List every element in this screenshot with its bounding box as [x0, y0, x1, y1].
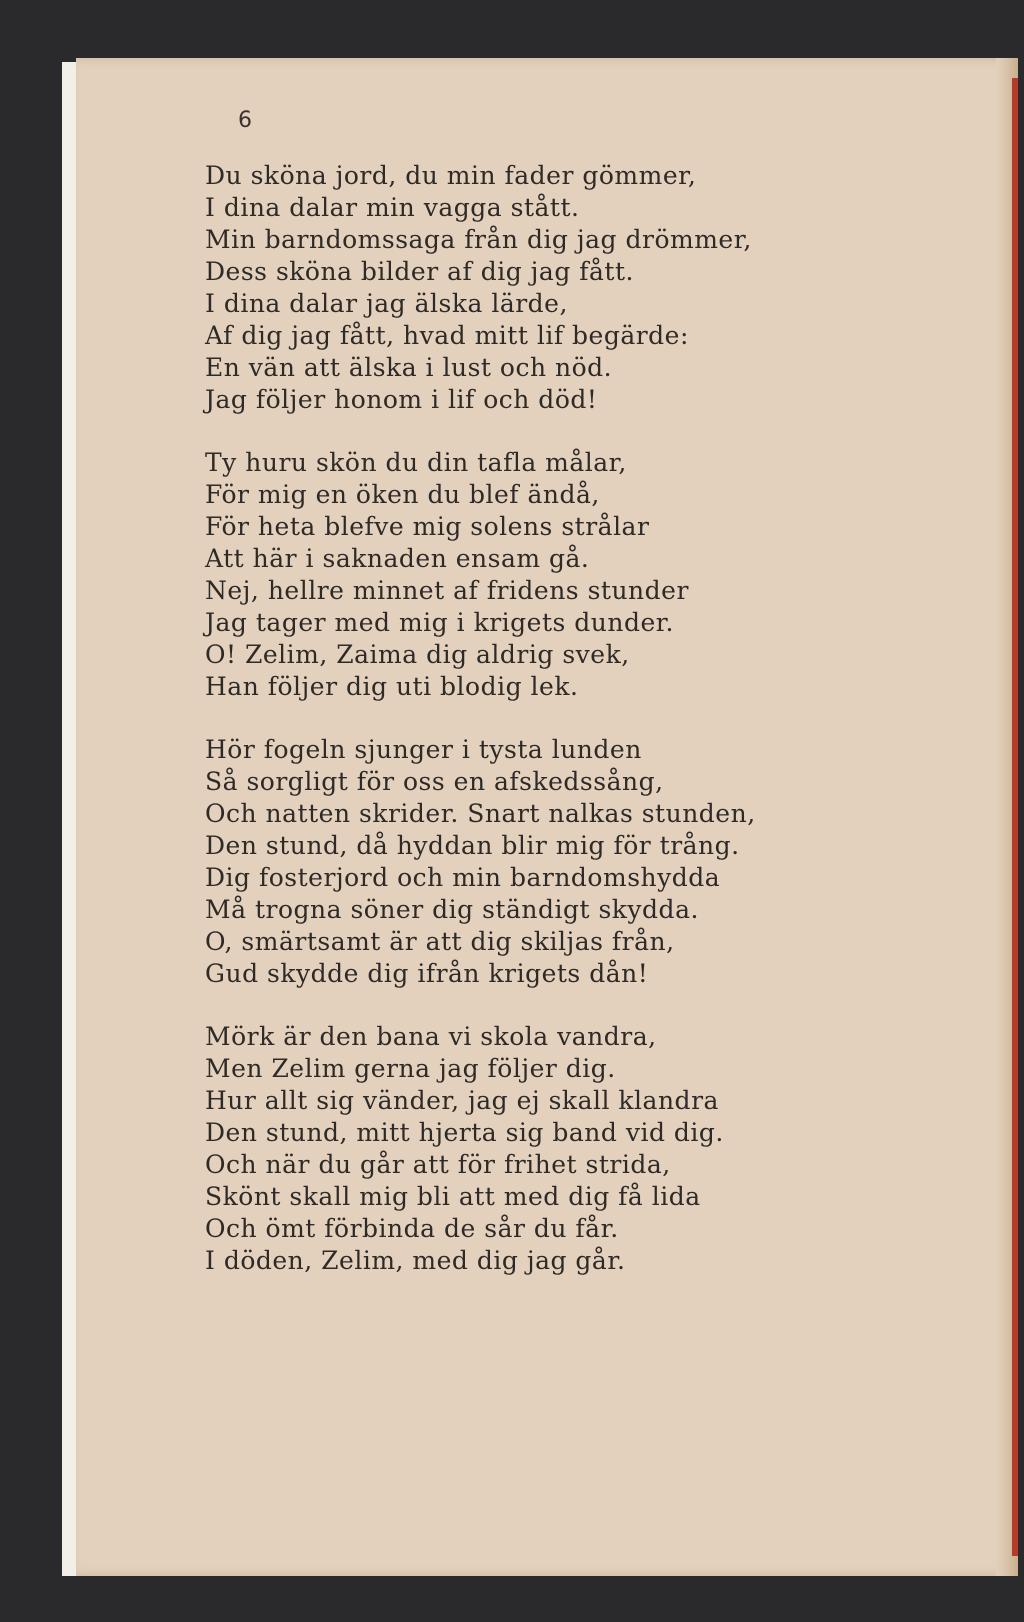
- poem-line: Mörk är den bana vi skola vandra,: [205, 1022, 657, 1051]
- poem-line: En vän att älska i lust och nöd.: [205, 353, 613, 382]
- poem: [205, 160, 905, 1308]
- poem-line: Af dig jag fått, hvad mitt lif begärde:: [205, 321, 689, 350]
- poem-line: Hur allt sig vänder, jag ej skall klandra: [205, 1086, 719, 1115]
- poem-line: Och natten skrider. Snart nalkas stunden,: [205, 799, 756, 828]
- poem-line: Och ömt förbinda de sår du får.: [205, 1214, 619, 1243]
- poem-line: Att här i saknaden ensam gå.: [205, 544, 590, 573]
- poem-line: O, smärtsamt är att dig skiljas från,: [205, 927, 675, 956]
- poem-line: Den stund, då hyddan blir mig för trång.: [205, 831, 740, 860]
- poem-line: O! Zelim, Zaima dig aldrig svek,: [205, 640, 630, 669]
- poem-line: För mig en öken du blef ändå,: [205, 480, 600, 509]
- stanza-3: [205, 734, 905, 990]
- stanza-2: [205, 447, 905, 703]
- poem-line: Den stund, mitt hjerta sig band vid dig.: [205, 1118, 724, 1147]
- poem-line: Gud skydde dig ifrån krigets dån!: [205, 959, 649, 988]
- poem-line: I döden, Zelim, med dig jag går.: [205, 1246, 626, 1275]
- poem-line: Dig fosterjord och min barndomshydda: [205, 863, 721, 892]
- poem-line: Och när du går att för frihet strida,: [205, 1150, 671, 1179]
- poem-line: I dina dalar jag älska lärde,: [205, 289, 568, 318]
- poem-line: För heta blefve mig solens strålar: [205, 512, 650, 541]
- poem-line: Skönt skall mig bli att med dig få lida: [205, 1182, 701, 1211]
- poem-line: Jag följer honom i lif och död!: [205, 385, 598, 414]
- poem-line: Må trogna söner dig ständigt skydda.: [205, 895, 699, 924]
- page-number: 6: [238, 108, 252, 133]
- stanza-4: [205, 1021, 905, 1277]
- poem-line: Nej, hellre minnet af fridens stunder: [205, 576, 689, 605]
- poem-line: Ty huru skön du din tafla målar,: [205, 448, 627, 477]
- poem-line: I dina dalar min vagga stått.: [205, 193, 580, 222]
- poem-line: Jag tager med mig i krigets dunder.: [205, 608, 674, 637]
- poem-line: Du sköna jord, du min fader gömmer,: [205, 161, 697, 190]
- page-left-margin: [62, 62, 76, 1576]
- poem-line: Hör fogeln sjunger i tysta lunden: [205, 735, 642, 764]
- poem-line: Men Zelim gerna jag följer dig.: [205, 1054, 616, 1083]
- poem-line: Min barndomssaga från dig jag drömmer,: [205, 225, 752, 254]
- page-edge: [996, 58, 1018, 1576]
- stanza-1: [205, 160, 905, 416]
- poem-line: Så sorgligt för oss en afskedssång,: [205, 767, 664, 796]
- poem-line: Dess sköna bilder af dig jag fått.: [205, 257, 634, 286]
- poem-line: Han följer dig uti blodig lek.: [205, 672, 579, 701]
